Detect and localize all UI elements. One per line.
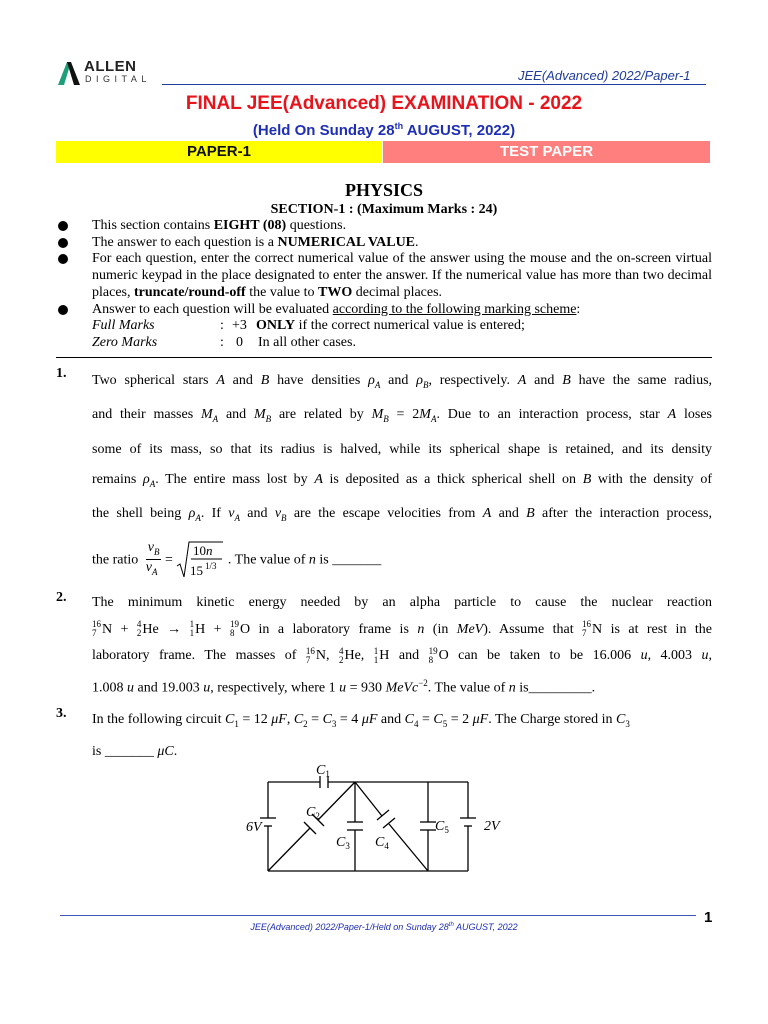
paper-label-bar: PAPER-1 — [56, 141, 382, 163]
question-text: In the following circuit $C_1 = 12$ μF, $C_2 = C_3 = 4$ μF and $C_4 = C_5 = 2$ μF. The Charge stored in $C_3$ is _______ μC. — [92, 712, 630, 759]
footer-text: JEE(Advanced) 2022/Paper-1/Held on Sunday 28th AUGUST, 2022 — [250, 922, 518, 932]
bullet-icon — [58, 238, 68, 248]
label-c5: $C_5$ — [435, 819, 449, 835]
section-rule — [56, 357, 712, 358]
label-c2: $C_2$ — [306, 805, 320, 821]
test-paper-bar: TEST PAPER — [383, 141, 710, 163]
bullet-icon — [58, 221, 68, 231]
svg-text:1/3: 1/3 — [205, 560, 217, 571]
label-2v: 2V — [484, 819, 500, 834]
logo-name: ALLEN — [84, 58, 137, 75]
question-number: 1. — [56, 366, 67, 381]
instruction-bullet: This section contains EIGHT (08) questions. — [56, 218, 712, 235]
bullet-icon — [58, 305, 68, 315]
question-text: The minimum kinetic energy needed by an alpha particle to cause the nuclear reaction 16 7 N + 4 2 He → 1 1 H + 19 8 O in a laboratory frame is n (in MeV). Assume that 16 7 N is at rest in the laboratory frame. The masses of 16 7 N, 4 2 He, 1 1 H and 19 8 O can be taken to be 16.006 u, 4.003 u, 1.008 u and 19.003 u, respectively, where 1 u = 930 MeVc$^{-2}$. The value of n is_________. — [92, 595, 713, 696]
allen-logo-icon — [56, 60, 82, 86]
question-3 — [56, 706, 712, 765]
label-c4: $C_4$ — [375, 835, 389, 851]
page-number: 1 — [704, 909, 713, 926]
section-heading: SECTION-1 : (Maximum Marks : 24) — [270, 202, 498, 217]
question-number: 3. — [56, 706, 67, 721]
exam-title: FINAL JEE(Advanced) EXAMINATION - 2022 — [185, 93, 583, 114]
svg-text:15: 15 — [190, 562, 204, 578]
header-paper-tag: JEE(Advanced) 2022/Paper-1 — [518, 68, 691, 83]
label-c3: $C_3$ — [336, 835, 350, 851]
instruction-bullet: The answer to each question is a NUMERICAL VALUE. — [56, 235, 712, 252]
instruction-bullet: Answer to each question will be evaluated according to the following marking scheme: — [56, 302, 712, 319]
circuit-diagram — [238, 760, 518, 880]
svg-text:10n: 10n — [193, 542, 213, 558]
instructions — [56, 218, 712, 352]
label-6v: 6V — [246, 820, 262, 835]
footer-rule — [60, 915, 696, 916]
question-2 — [56, 590, 712, 702]
question-number: 2. — [56, 590, 67, 605]
marking-zero: Zero Marks : 0 In all other cases. — [92, 334, 356, 350]
sqrt-expression — [176, 540, 224, 580]
header-rule — [162, 84, 706, 85]
logo-subtitle: DIGITAL — [85, 74, 151, 84]
label-c1: $C_1$ — [316, 763, 330, 779]
subject-heading: PHYSICS — [344, 180, 424, 200]
exam-subtitle: (Held On Sunday 28th AUGUST, 2022) — [252, 121, 516, 139]
question-1 — [56, 366, 712, 580]
instruction-bullet: For each question, enter the correct numerical value of the answer using the mouse and the on-screen virtual numeric keypad in the place designated to enter the answer. If the numerical value has more than two decimal places, truncate/round-off the value to TWO decimal places. — [56, 251, 712, 301]
question-text: Two spherical stars A and B have densities $\rho_A$ and $\rho_B$, respectively. A and B have the same radius, and their masses $M_A$ and $M_B$ are related by $M_B = 2M_A$. Due to an interaction process, star A loses some of its mass, so that its radius is halved, while its spherical shape is retained, and its density remains $\rho_A$. The entire mass lost by A is deposited as a thick spherical shell on B with the density of the shell being $\rho_A$. If $v_A$ and $v_B$ are the escape velocities from A and B after the interaction process, the ratio $\frac{v_B}{v_A}$ = 10n 15 1/3 . The value of n is _______ — [92, 373, 713, 578]
marking-full: Full Marks : +3 ONLY if the correct numerical value is entered; — [92, 318, 525, 334]
bullet-icon — [58, 254, 68, 264]
